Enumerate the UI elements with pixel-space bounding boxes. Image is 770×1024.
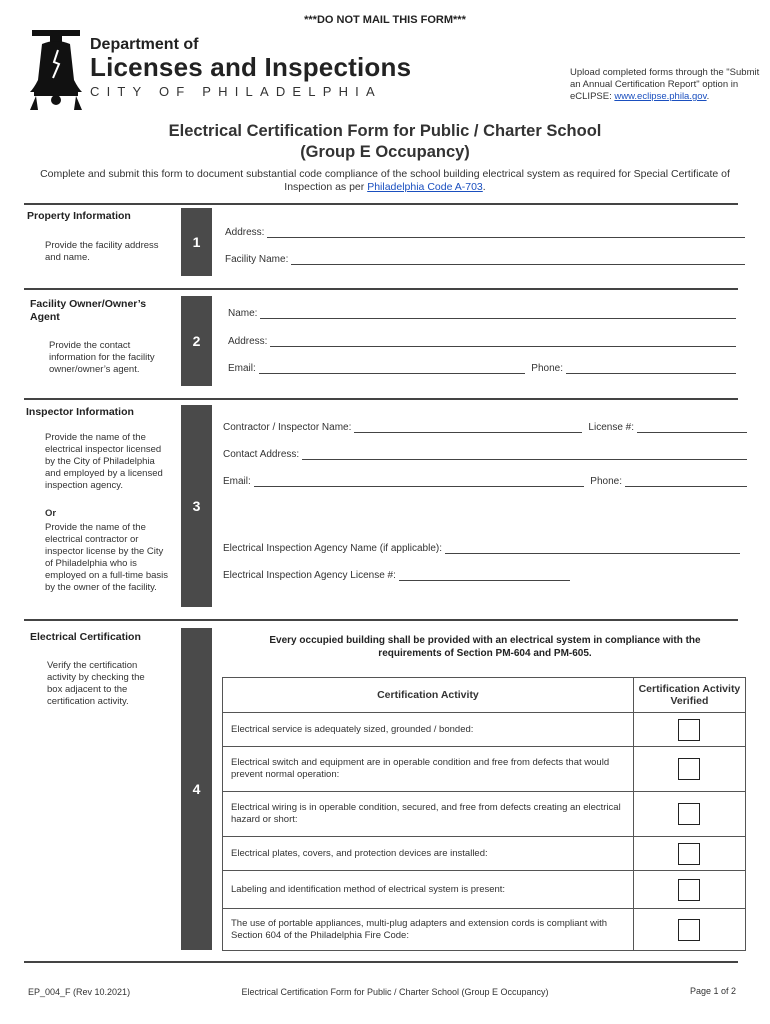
table-row: The use of portable appliances, multi-plug adapters and extension cords is compliant with Section 604 of the Philadelphia Fire Code: [223, 909, 746, 951]
license-number-line[interactable] [637, 423, 747, 433]
property-address-line[interactable] [267, 228, 745, 238]
verify-checkbox[interactable] [678, 719, 700, 741]
table-row: Labeling and identification method of electrical system is present: [223, 871, 746, 909]
contact-address-line[interactable] [302, 450, 747, 460]
section-2-heading: Facility Owner/Owner’s Agent [30, 298, 147, 323]
owner-address-line[interactable] [270, 337, 736, 347]
section-3-or: Or [45, 508, 57, 519]
section-2-desc: Provide the contact information for the facility owner/owner’s agent. [49, 340, 155, 375]
form-title: Electrical Certification Form for Public / Charter School (Group E Occupancy) [168, 122, 602, 161]
property-address-field[interactable]: Address: [225, 224, 745, 238]
agency-license-field[interactable]: Electrical Inspection Agency License #: [223, 567, 570, 581]
section-divider [24, 961, 738, 963]
verify-checkbox[interactable] [678, 879, 700, 901]
electrical-requirement: Every occupied building shall be provided with an electrical system in compliance with the requirements of Section PM-604 and PM-605. [269, 635, 701, 659]
contractor-row: Contractor / Inspector Name: License #: [223, 419, 747, 433]
table-row: Electrical plates, covers, and protection devices are installed: [223, 837, 746, 871]
table-row: Electrical service is adequately sized, grounded / bonded: [223, 713, 746, 747]
owner-phone-line[interactable] [566, 364, 736, 374]
owner-name-field[interactable]: Name: [228, 305, 736, 319]
section-3-desc-1: Provide the name of the electrical inspector licensed by the City of Philadelphia and employed by a licensed inspection agency. [45, 432, 163, 491]
inspector-phone-line[interactable] [625, 477, 747, 487]
section-2-number: 2 [181, 296, 212, 386]
section-divider [24, 619, 738, 621]
agency-license-line[interactable] [399, 571, 570, 581]
section-3-number: 3 [181, 405, 212, 607]
section-3-heading: Inspector Information [26, 406, 134, 418]
section-4-desc: Verify the certification activity by checking the box adjacent to the certification activity. [47, 660, 145, 707]
agency-name-field[interactable]: Electrical Inspection Agency Name (if applicable): [223, 540, 740, 554]
section-1-heading: Property Information [27, 210, 131, 222]
facility-name-line[interactable] [291, 255, 745, 265]
owner-contact-row: Email: Phone: [228, 360, 736, 374]
verify-checkbox[interactable] [678, 758, 700, 780]
col-activity: Certification Activity [223, 678, 634, 713]
owner-email-line[interactable] [259, 364, 526, 374]
contact-address-field[interactable]: Contact Address: [223, 446, 747, 460]
dept-city-text: CITY OF PHILADELPHIA [90, 84, 382, 99]
section-4-number: 4 [181, 628, 212, 950]
owner-address-field[interactable]: Address: [228, 333, 736, 347]
section-divider [24, 203, 738, 205]
footer-title: Electrical Certification Form for Public / Charter School (Group E Occupancy) [241, 987, 549, 997]
liberty-bell-logo-icon [28, 28, 84, 112]
col-verified: Certification Activity Verified [633, 678, 745, 713]
facility-name-field[interactable]: Facility Name: [225, 251, 745, 265]
inspector-contact-row: Email: Phone: [223, 473, 747, 487]
table-row: Electrical wiring is in operable condition, secured, and free from defects creating an electrical hazard or short: [223, 792, 746, 837]
do-not-mail-note: ***DO NOT MAIL THIS FORM*** [304, 14, 466, 26]
agency-name-line[interactable] [445, 544, 740, 554]
contractor-name-line[interactable] [354, 423, 582, 433]
table-row: Electrical switch and equipment are in operable condition and free from defects that would prevent normal operation: [223, 747, 746, 792]
section-3-desc-2: Provide the name of the electrical contractor or inspector license by the City of Philadelphia who is employed on a full-time basis by the owner of the facility. [45, 522, 169, 593]
verify-checkbox[interactable] [678, 803, 700, 825]
verify-checkbox[interactable] [678, 919, 700, 941]
dept-of-text: Department of [90, 36, 199, 53]
page-number: Page 1 of 2 [690, 986, 737, 996]
inspector-email-line[interactable] [254, 477, 585, 487]
verify-checkbox[interactable] [678, 843, 700, 865]
form-id: EP_004_F (Rev 10.2021) [28, 987, 131, 997]
owner-name-line[interactable] [260, 309, 736, 319]
intro-text: Complete and submit this form to document substantial code compliance of the school building electrical system as required for Special Certificate of Inspection as per Philadelphia Code A-703. [40, 168, 730, 193]
section-divider [24, 288, 738, 290]
eclipse-link[interactable]: www.eclipse.phila.gov [614, 91, 707, 102]
code-a703-link[interactable]: Philadelphia Code A-703 [367, 181, 483, 193]
section-1-desc: Provide the facility address and name. [45, 240, 159, 263]
certification-table [222, 677, 746, 951]
dept-name-text: Licenses and Inspections [90, 52, 412, 82]
section-1-number: 1 [181, 208, 212, 276]
upload-instructions: Upload completed forms through the "Submit an Annual Certification Report" option in eCLIPSE: www.eclipse.phila.gov. [570, 67, 760, 102]
section-4-heading: Electrical Certification [30, 631, 141, 643]
section-divider [24, 398, 738, 400]
